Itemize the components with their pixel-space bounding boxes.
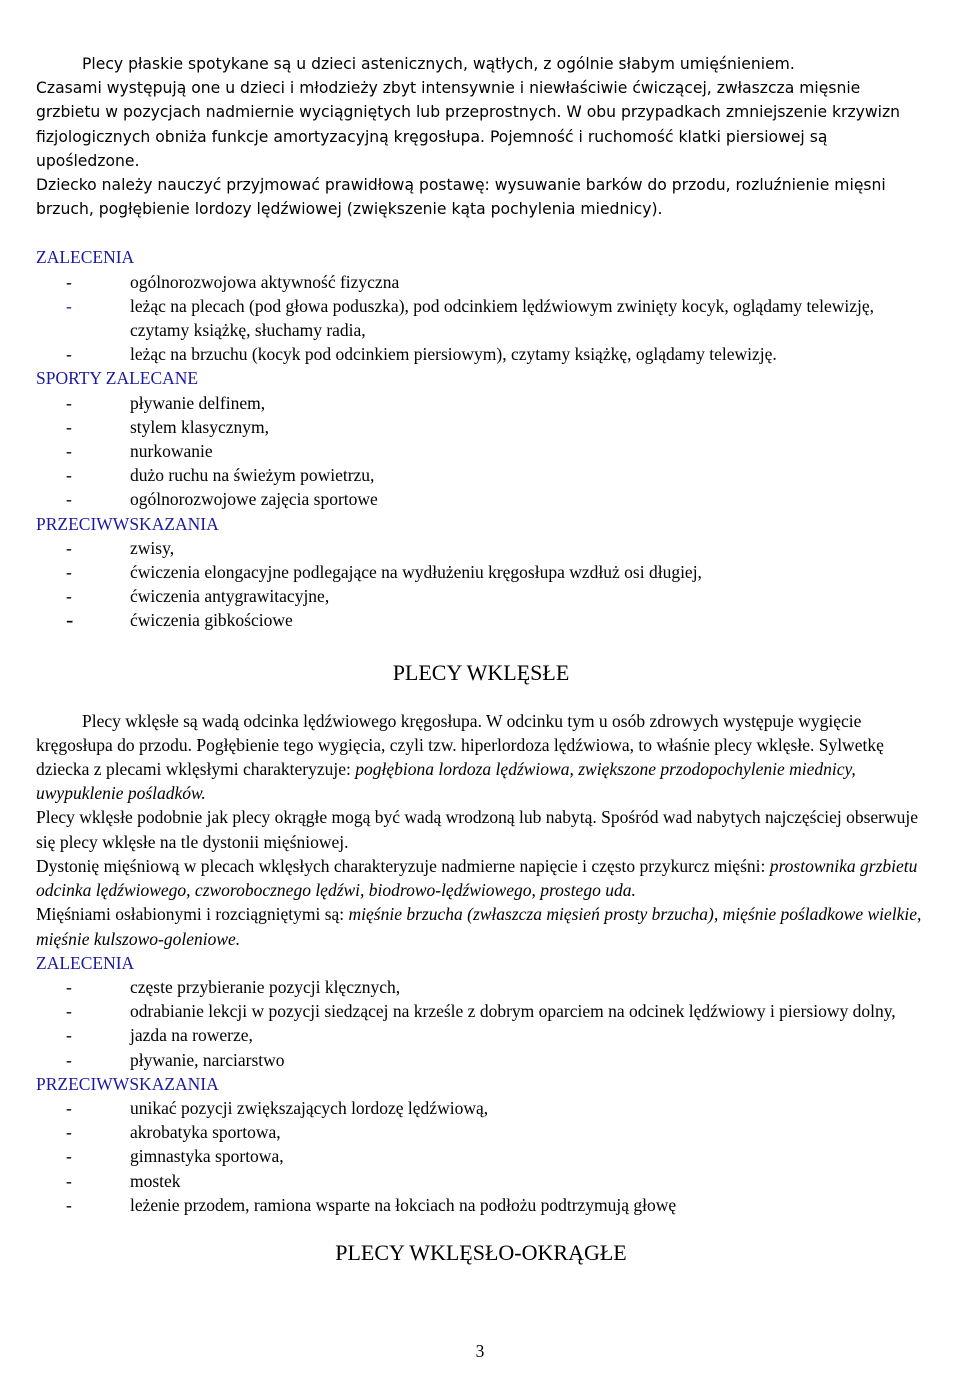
intro-paragraph-3: Dziecko należy nauczyć przyjmować prawidłową postawę: wysuwanie barków do przodu, rozluźnienie mięsni brzuch, pogłębienie lordozy lędźwiowej (zwiększenie kąta pochylenia miednicy). xyxy=(36,176,886,219)
list-item: - ogólnorozwojowa aktywność fizyczna xyxy=(66,271,400,292)
list-item: - nurkowanie xyxy=(66,441,213,462)
concave-paragraph-4: Mięśniami osłabionymi i rozciągniętymi są: mięśnie brzucha (zwłaszcza mięsień prosty brzucha), mięśnie pośladkowe wielkie, mięśnie kulszowo-goleniowe. xyxy=(36,904,922,949)
page-number: 3 xyxy=(475,1341,485,1361)
intro-paragraph-2: Czasami występują one u dzieci i młodzieży zbyt intensywnie i niewłaściwie ćwiczącej, zwłaszcza mięsnie grzbietu w pozycjach nadmiernie wyciągniętych lub przeprostnych. W obu przypadkach zmniejszenie krzywizn fizjologicznych obniża funkcje amortyzacyjną kręgosłupa. Pojemność i ruchomość klatki piersiowej są upośledzone. xyxy=(36,79,901,170)
list-item: - pływanie, narciarstwo xyxy=(66,1049,285,1070)
concave-recommendations-heading: ZALECENIA xyxy=(36,952,135,973)
concave-paragraph-3: Dystonię mięśniową w plecach wklęsłych charakteryzuje nadmierne napięcie i często przykurcz mięśni: prostownika grzbietu odcinka lędźwiowego, czworobocznego lędźwi, biodrowo-lędźwiowego, prostego uda. xyxy=(36,855,918,901)
concave-contraindications-heading: PRZECIWWSKAZANIA xyxy=(36,1073,219,1094)
flat-sports-heading: SPORTY ZALECANE xyxy=(36,368,199,389)
list-item: - odrabianie lekcji w pozycji siedzącej na krześle z dobrym oparciem na odcinek lędźwiowy i piersiowy dolny, xyxy=(66,1001,896,1022)
document-page xyxy=(36,52,926,1267)
list-item: - gimnastyka sportowa, xyxy=(66,1146,284,1167)
flat-sports-list xyxy=(36,391,926,512)
section-title-concave-round: PLECY WKLĘSŁO-OKRĄGŁE xyxy=(335,1239,627,1265)
list-item: - zwisy, xyxy=(66,537,175,558)
list-item: - unikać pozycji zwiększających lordozę lędźwiową, xyxy=(66,1097,489,1118)
list-item: - akrobatyka sportowa, xyxy=(66,1122,281,1143)
list-item: - ćwiczenia gibkościowe xyxy=(66,607,293,633)
flat-contraindications-heading: PRZECIWWSKAZANIA xyxy=(36,513,219,534)
flat-contraindications-list xyxy=(36,536,926,633)
list-item: - stylem klasycznym, xyxy=(66,416,270,437)
list-item: - mostek xyxy=(66,1170,181,1191)
concave-recommendations-list xyxy=(36,975,926,1072)
list-item: - ćwiczenia antygrawitacyjne, xyxy=(66,586,330,607)
flat-recommendations-heading: ZALECENIA xyxy=(36,247,135,268)
list-item: - leżąc na brzuchu (kocyk pod odcinkiem piersiowym), czytamy książkę, oglądamy telewizję. xyxy=(66,344,777,365)
list-item: - pływanie delfinem, xyxy=(66,392,266,413)
list-item: - leżenie przodem, ramiona wsparte na łokciach na podłożu podtrzymują głowę xyxy=(66,1194,677,1215)
list-item: - leżąc na plecach (pod głowa poduszka), pod odcinkiem lędźwiowym zwinięty kocyk, oglądamy telewizję, czytamy książkę, słuchamy radia, xyxy=(66,295,874,341)
list-item: - ćwiczenia elongacyjne podlegające na wydłużeniu kręgosłupa wzdłuż osi długiej, xyxy=(66,562,702,583)
concave-contraindications-list xyxy=(36,1096,926,1217)
intro-paragraph-1: Plecy płaskie spotykane są u dzieci astenicznych, wątłych, z ogólnie słabym umięśnieniem. xyxy=(82,55,795,73)
concave-paragraph-2: Plecy wklęsłe podobnie jak plecy okrągłe mogą być wadą wrodzoną lub nabytą. Spośród wad nabytych najczęściej obserwuje się plecy wklęsłe na tle dystonii mięśniowej. xyxy=(36,807,919,852)
list-item: - częste przybieranie pozycji klęcznych, xyxy=(66,976,401,997)
list-item: - dużo ruchu na świeżym powietrzu, xyxy=(66,465,375,486)
concave-paragraph-1: Plecy wklęsłe są wadą odcinka lędźwiowego kręgosłupa. W odcinku tym u osób zdrowych występuje wygięcie kręgosłupa do przodu. Pogłębienie tego wygięcia, czyli tzw. hiperlordoza lędźwiowa, to właśnie plecy wklęsłe. Sylwetkę dziecka z plecami wklęsłymi charakteryzuje: pogłębiona lordoza lędźwiowa, zwiększone przodopochylenie miednicy, uwypuklenie pośladków. xyxy=(36,710,884,804)
section-title-concave: PLECY WKLĘSŁE xyxy=(392,659,570,685)
flat-recommendations-list xyxy=(36,270,926,367)
spacer xyxy=(36,221,926,245)
list-item: - ogólnorozwojowe zajęcia sportowe xyxy=(66,489,378,510)
list-item: - jazda na rowerze, xyxy=(66,1025,253,1046)
